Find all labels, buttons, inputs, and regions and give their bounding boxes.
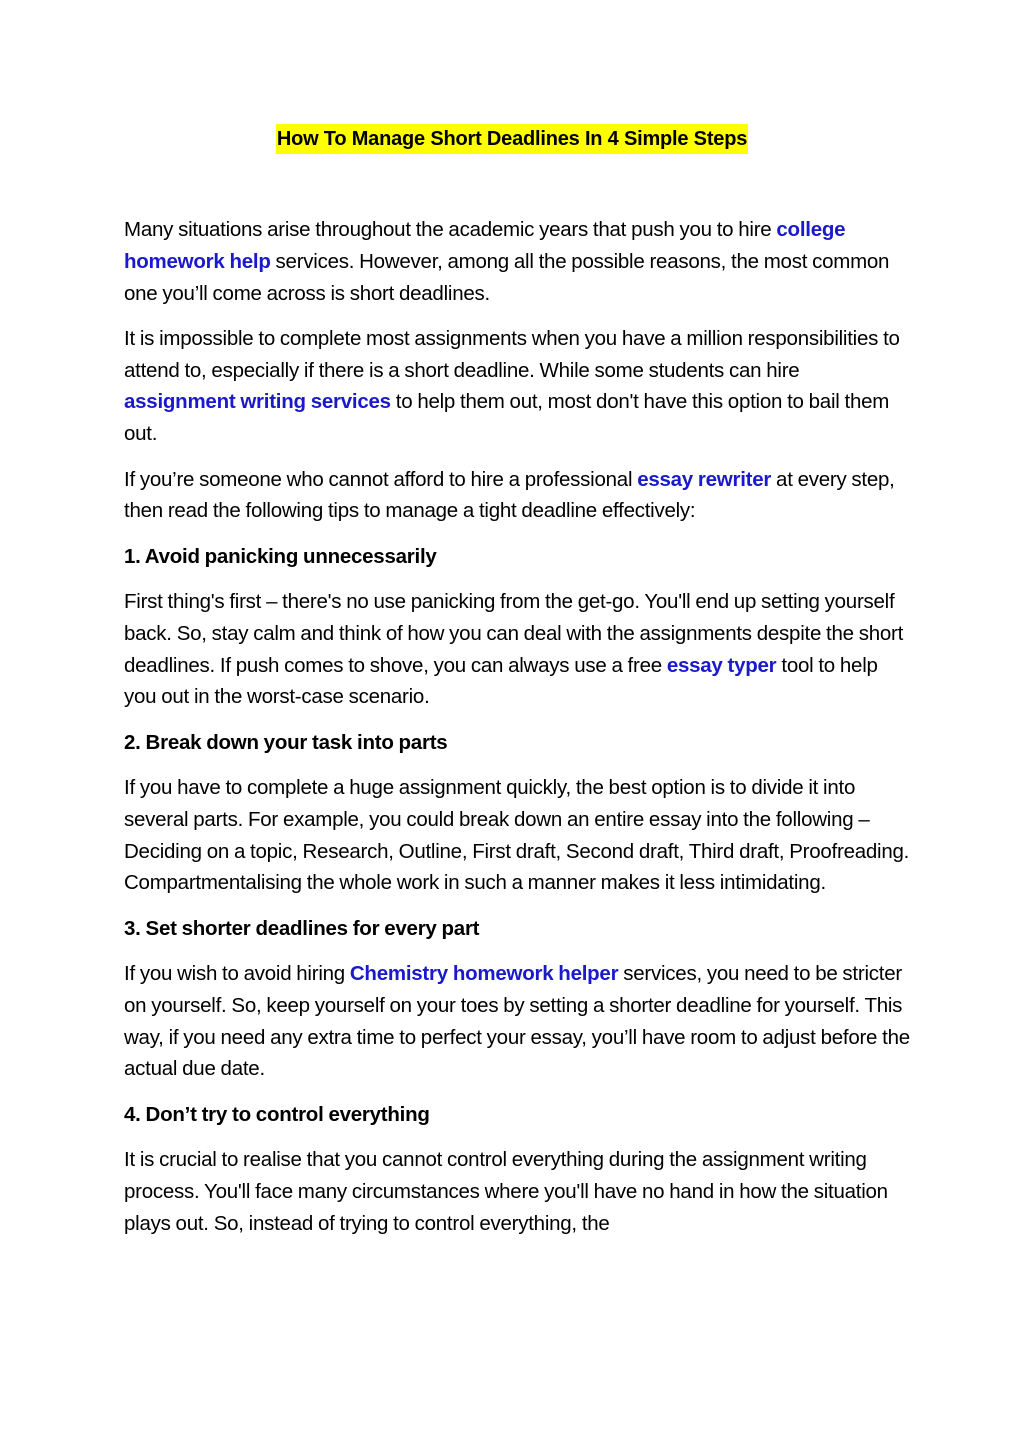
paragraph-text: First thing's first – there's no use panicking from the get-go. You'll end up setting yourself back. So, stay calm and think of how you can deal with the assignments despite the short deadlines. If push comes to shove, you can always use a free [124,589,904,677]
paragraph-text: Many situations arise throughout the academic years that push you to hire [124,218,777,241]
step-1-paragraph [124,586,914,713]
title-container [0,124,1024,154]
step-1-heading: 1. Avoid panicking unnecessarily [124,544,437,568]
paragraph-text: at every step, then read the following tips to manage a tight deadline effectively: [124,467,895,523]
intro-paragraph-1 [124,214,914,309]
step-3-heading: 3. Set shorter deadlines for every part [124,916,480,940]
intro-paragraph-2 [124,323,914,450]
step-4-paragraph [124,1144,914,1239]
paragraph-text: services. However, among all the possible reasons, the most common one you’ll come across is short deadlines. [124,249,890,305]
document-body [124,214,914,1253]
paragraph-text: to help them out, most don't have this option to bail them out. [124,390,890,446]
paragraph-text: It is impossible to complete most assignments when you have a million responsibilities to attend to, especially if there is a short deadline. While some students can hire [124,326,900,382]
paragraph-text: If you have to complete a huge assignment quickly, the best option is to divide it into several parts. For example, you could break down an entire essay into the following – Deciding on a topic, Research, Outline, First draft, Second draft, Third draft, Proofreading. Compartmentalising the whole work in such a manner makes it less intimidating. [124,775,910,895]
step-2-paragraph [124,772,914,899]
paragraph-text: If you’re someone who cannot afford to hire a professional [124,467,638,491]
document-title: How To Manage Short Deadlines In 4 Simple Steps [276,124,748,154]
paragraph-text: It is crucial to realise that you cannot control everything during the assignment writing process. You'll face many circumstances where you'll have no hand in how the situation plays out. So, instead of trying to control everything, the [124,1147,888,1235]
assignment-writing-services-link[interactable]: assignment writing services [124,390,391,414]
step-3-paragraph [124,958,914,1085]
essay-rewriter-link[interactable]: essay rewriter [637,467,772,491]
essay-typer-link[interactable]: essay typer [666,653,777,677]
paragraph-text: If you wish to avoid hiring [124,961,350,985]
step-2-heading: 2. Break down your task into parts [124,730,448,754]
intro-paragraph-3 [124,464,914,528]
chemistry-homework-helper-link[interactable]: Chemistry homework helper [349,961,619,985]
step-4-heading: 4. Don’t try to control everything [124,1102,430,1126]
paragraph-text: services, you need to be stricter on yourself. So, keep yourself on your toes by setting a shorter deadline for yourself. This way, if you need any extra time to perfect your essay, you’ll have room to adjust before the actual due date. [124,961,910,1081]
paragraph-text: tool to help you out in the worst-case scenario. [124,653,878,709]
college-homework-help-link[interactable]: college homework help [124,218,846,273]
